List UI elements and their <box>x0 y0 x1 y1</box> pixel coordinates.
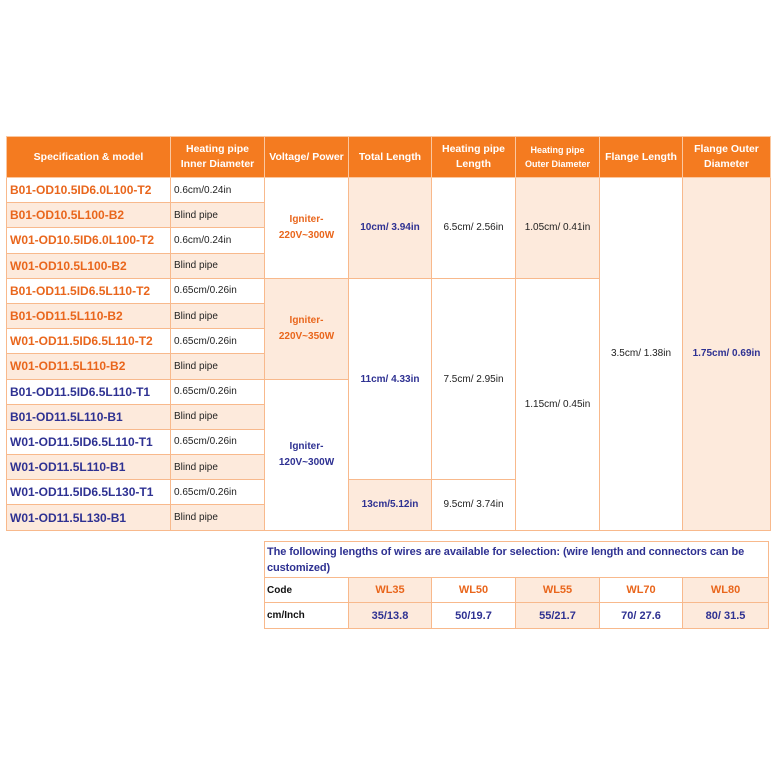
outer-diameter-cell: 1.05cm/ 0.41in <box>516 178 600 279</box>
inner-diameter-cell: 0.6cm/0.24in <box>171 228 265 253</box>
wire-length-row <box>265 603 769 629</box>
inner-diameter-cell: 0.65cm/0.26in <box>171 379 265 404</box>
model-cell: W01-OD11.5ID6.5L110-T2 <box>7 329 171 354</box>
heating-pipe-length-cell: 9.5cm/ 3.74in <box>432 480 516 530</box>
inner-diameter-cell: Blind pipe <box>171 203 265 228</box>
total-length-cell: 10cm/ 3.94in <box>349 178 432 279</box>
unit-label: cm/Inch <box>265 603 349 629</box>
heating-pipe-length-cell: 6.5cm/ 2.56in <box>432 178 516 279</box>
wire-code-cell: WL35 <box>349 578 432 603</box>
inner-diameter-cell: 0.65cm/0.26in <box>171 429 265 454</box>
inner-diameter-cell: Blind pipe <box>171 303 265 328</box>
inner-diameter-cell: Blind pipe <box>171 404 265 429</box>
model-cell: W01-OD10.5L100-B2 <box>7 253 171 278</box>
model-cell: B01-OD10.5ID6.0L100-T2 <box>7 178 171 203</box>
header-flange-outer-diameter: Flange Outer Diameter <box>683 137 771 178</box>
total-length-cell: 13cm/5.12in <box>349 480 432 530</box>
wire-length-cell: 80/ 31.5 <box>683 603 769 629</box>
header-flange-length: Flange Length <box>600 137 683 178</box>
wire-code-cell: WL50 <box>432 578 516 603</box>
wire-length-cell: 55/21.7 <box>516 603 600 629</box>
model-cell: W01-OD11.5L110-B2 <box>7 354 171 379</box>
header-voltage-power: Voltage/ Power <box>265 137 349 178</box>
header-total-length: Total Length <box>349 137 432 178</box>
model-cell: W01-OD11.5ID6.5L130-T1 <box>7 480 171 505</box>
inner-diameter-cell: Blind pipe <box>171 354 265 379</box>
model-cell: B01-OD10.5L100-B2 <box>7 203 171 228</box>
header-outer-diameter: Heating pipe Outer Diameter <box>516 137 600 178</box>
total-length-cell: 11cm/ 4.33in <box>349 278 432 480</box>
inner-diameter-cell: 0.6cm/0.24in <box>171 178 265 203</box>
inner-diameter-cell: 0.65cm/0.26in <box>171 278 265 303</box>
inner-diameter-cell: Blind pipe <box>171 505 265 530</box>
wire-length-cell: 50/19.7 <box>432 603 516 629</box>
wire-title-row <box>265 542 769 578</box>
model-cell: W01-OD11.5ID6.5L110-T1 <box>7 429 171 454</box>
wire-code-cell: WL55 <box>516 578 600 603</box>
header-specification-model: Specification & model <box>7 137 171 178</box>
wire-table-title: The following lengths of wires are available for selection: (wire length and connectors can be customized) <box>265 542 769 578</box>
header-heating-pipe-length: Heating pipe Length <box>432 137 516 178</box>
model-cell: B01-OD11.5L110-B1 <box>7 404 171 429</box>
spec-header-row <box>7 137 771 178</box>
header-inner-diameter: Heating pipe Inner Diameter <box>171 137 265 178</box>
model-cell: W01-OD11.5L130-B1 <box>7 505 171 530</box>
inner-diameter-cell: Blind pipe <box>171 455 265 480</box>
model-cell: B01-OD11.5ID6.5L110-T1 <box>7 379 171 404</box>
table-row <box>7 178 771 203</box>
inner-diameter-cell: 0.65cm/0.26in <box>171 480 265 505</box>
wire-code-cell: WL80 <box>683 578 769 603</box>
spec-table <box>6 136 771 531</box>
outer-diameter-cell: 1.15cm/ 0.45in <box>516 278 600 530</box>
wire-length-cell: 35/13.8 <box>349 603 432 629</box>
voltage-power-cell: Igniter- 220V~300W <box>265 178 349 279</box>
model-cell: B01-OD11.5L110-B2 <box>7 303 171 328</box>
wire-code-cell: WL70 <box>600 578 683 603</box>
inner-diameter-cell: Blind pipe <box>171 253 265 278</box>
code-label: Code <box>265 578 349 603</box>
model-cell: W01-OD10.5ID6.0L100-T2 <box>7 228 171 253</box>
wire-length-cell: 70/ 27.6 <box>600 603 683 629</box>
flange-length-cell: 3.5cm/ 1.38in <box>600 178 683 531</box>
model-cell: W01-OD11.5L110-B1 <box>7 455 171 480</box>
heating-pipe-length-cell: 7.5cm/ 2.95in <box>432 278 516 480</box>
voltage-power-cell: Igniter- 220V~350W <box>265 278 349 379</box>
model-cell: B01-OD11.5ID6.5L110-T2 <box>7 278 171 303</box>
wire-code-row <box>265 578 769 603</box>
flange-outer-diameter-cell: 1.75cm/ 0.69in <box>683 178 771 531</box>
wire-length-table <box>264 541 769 629</box>
inner-diameter-cell: 0.65cm/0.26in <box>171 329 265 354</box>
voltage-power-cell: Igniter- 120V~300W <box>265 379 349 530</box>
